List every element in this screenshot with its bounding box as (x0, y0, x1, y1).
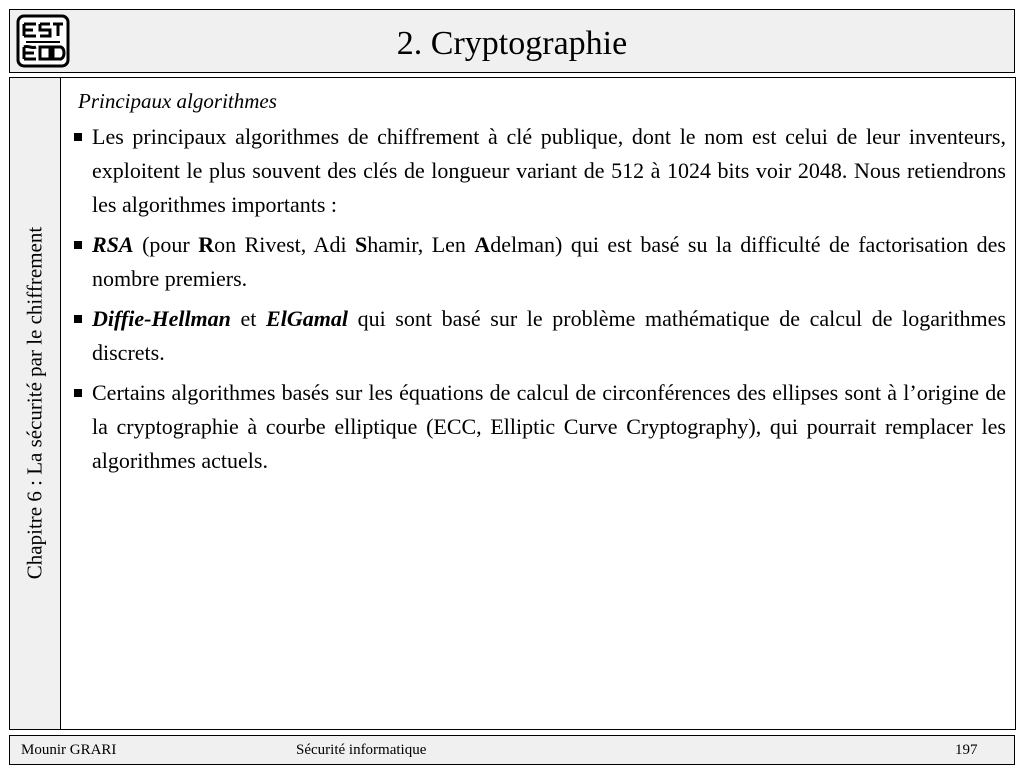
bullet-text: et (230, 306, 267, 331)
chapter-sidebar (10, 78, 61, 729)
bullet-text: (pour (133, 232, 199, 257)
rsa-initial-s: S (355, 232, 368, 257)
slide-title: 2. Cryptographie (396, 25, 628, 62)
bullet-text: Certains algorithmes basés sur les équations de calcul de circonférences des ellipses sont à l’origine de la cryptographie à courbe elliptique (ECC, Elliptic Curve Cryptography), qui pourrait remplacer les algorithmes actuels. (92, 380, 1006, 473)
rsa-initial-r: R (198, 232, 215, 257)
square-bullet-icon (74, 315, 82, 323)
list-item (72, 376, 1006, 478)
list-item (72, 228, 1006, 296)
square-bullet-icon (74, 389, 82, 397)
footer-course: Sécurité informatique (296, 742, 427, 758)
list-item (72, 120, 1006, 222)
bullet-text: delman) qui est basé su la difficulté de factorisation des nombre premiers. (92, 232, 1006, 291)
section-title: Principaux algorithmes (78, 89, 277, 113)
square-bullet-icon (74, 133, 82, 141)
slide-body (72, 86, 1006, 484)
slide-footer (9, 735, 1015, 765)
rsa-initial-a: A (474, 232, 491, 257)
bullet-list (72, 120, 1006, 478)
slide-header (9, 9, 1015, 73)
page-number: 197 (955, 742, 978, 758)
diffie-hellman-name: Diffie-Hellman (92, 306, 231, 331)
list-item (72, 302, 1006, 370)
footer-author: Mounir GRARI (21, 742, 117, 758)
rsa-name: RSA (92, 232, 134, 257)
content-frame (9, 77, 1016, 730)
bullet-text: on Rivest, Adi (214, 232, 356, 257)
elgamal-name: ElGamal (266, 306, 348, 331)
chapter-label: Chapitre 6 : La sécurité par le chiffrement (22, 226, 47, 580)
square-bullet-icon (74, 241, 82, 249)
bullet-text: hamir, Len (367, 232, 475, 257)
bullet-text: qui sont basé sur le problème mathématique de calcul de logarithmes discrets. (92, 306, 1006, 365)
bullet-text: Les principaux algorithmes de chiffrement à clé publique, dont le nom est celui de leur inventeurs, exploitent le plus souvent des clés de longueur variant de 512 à 1024 bits voir 2048. Nous retiendrons les algorithmes importants : (92, 124, 1006, 217)
